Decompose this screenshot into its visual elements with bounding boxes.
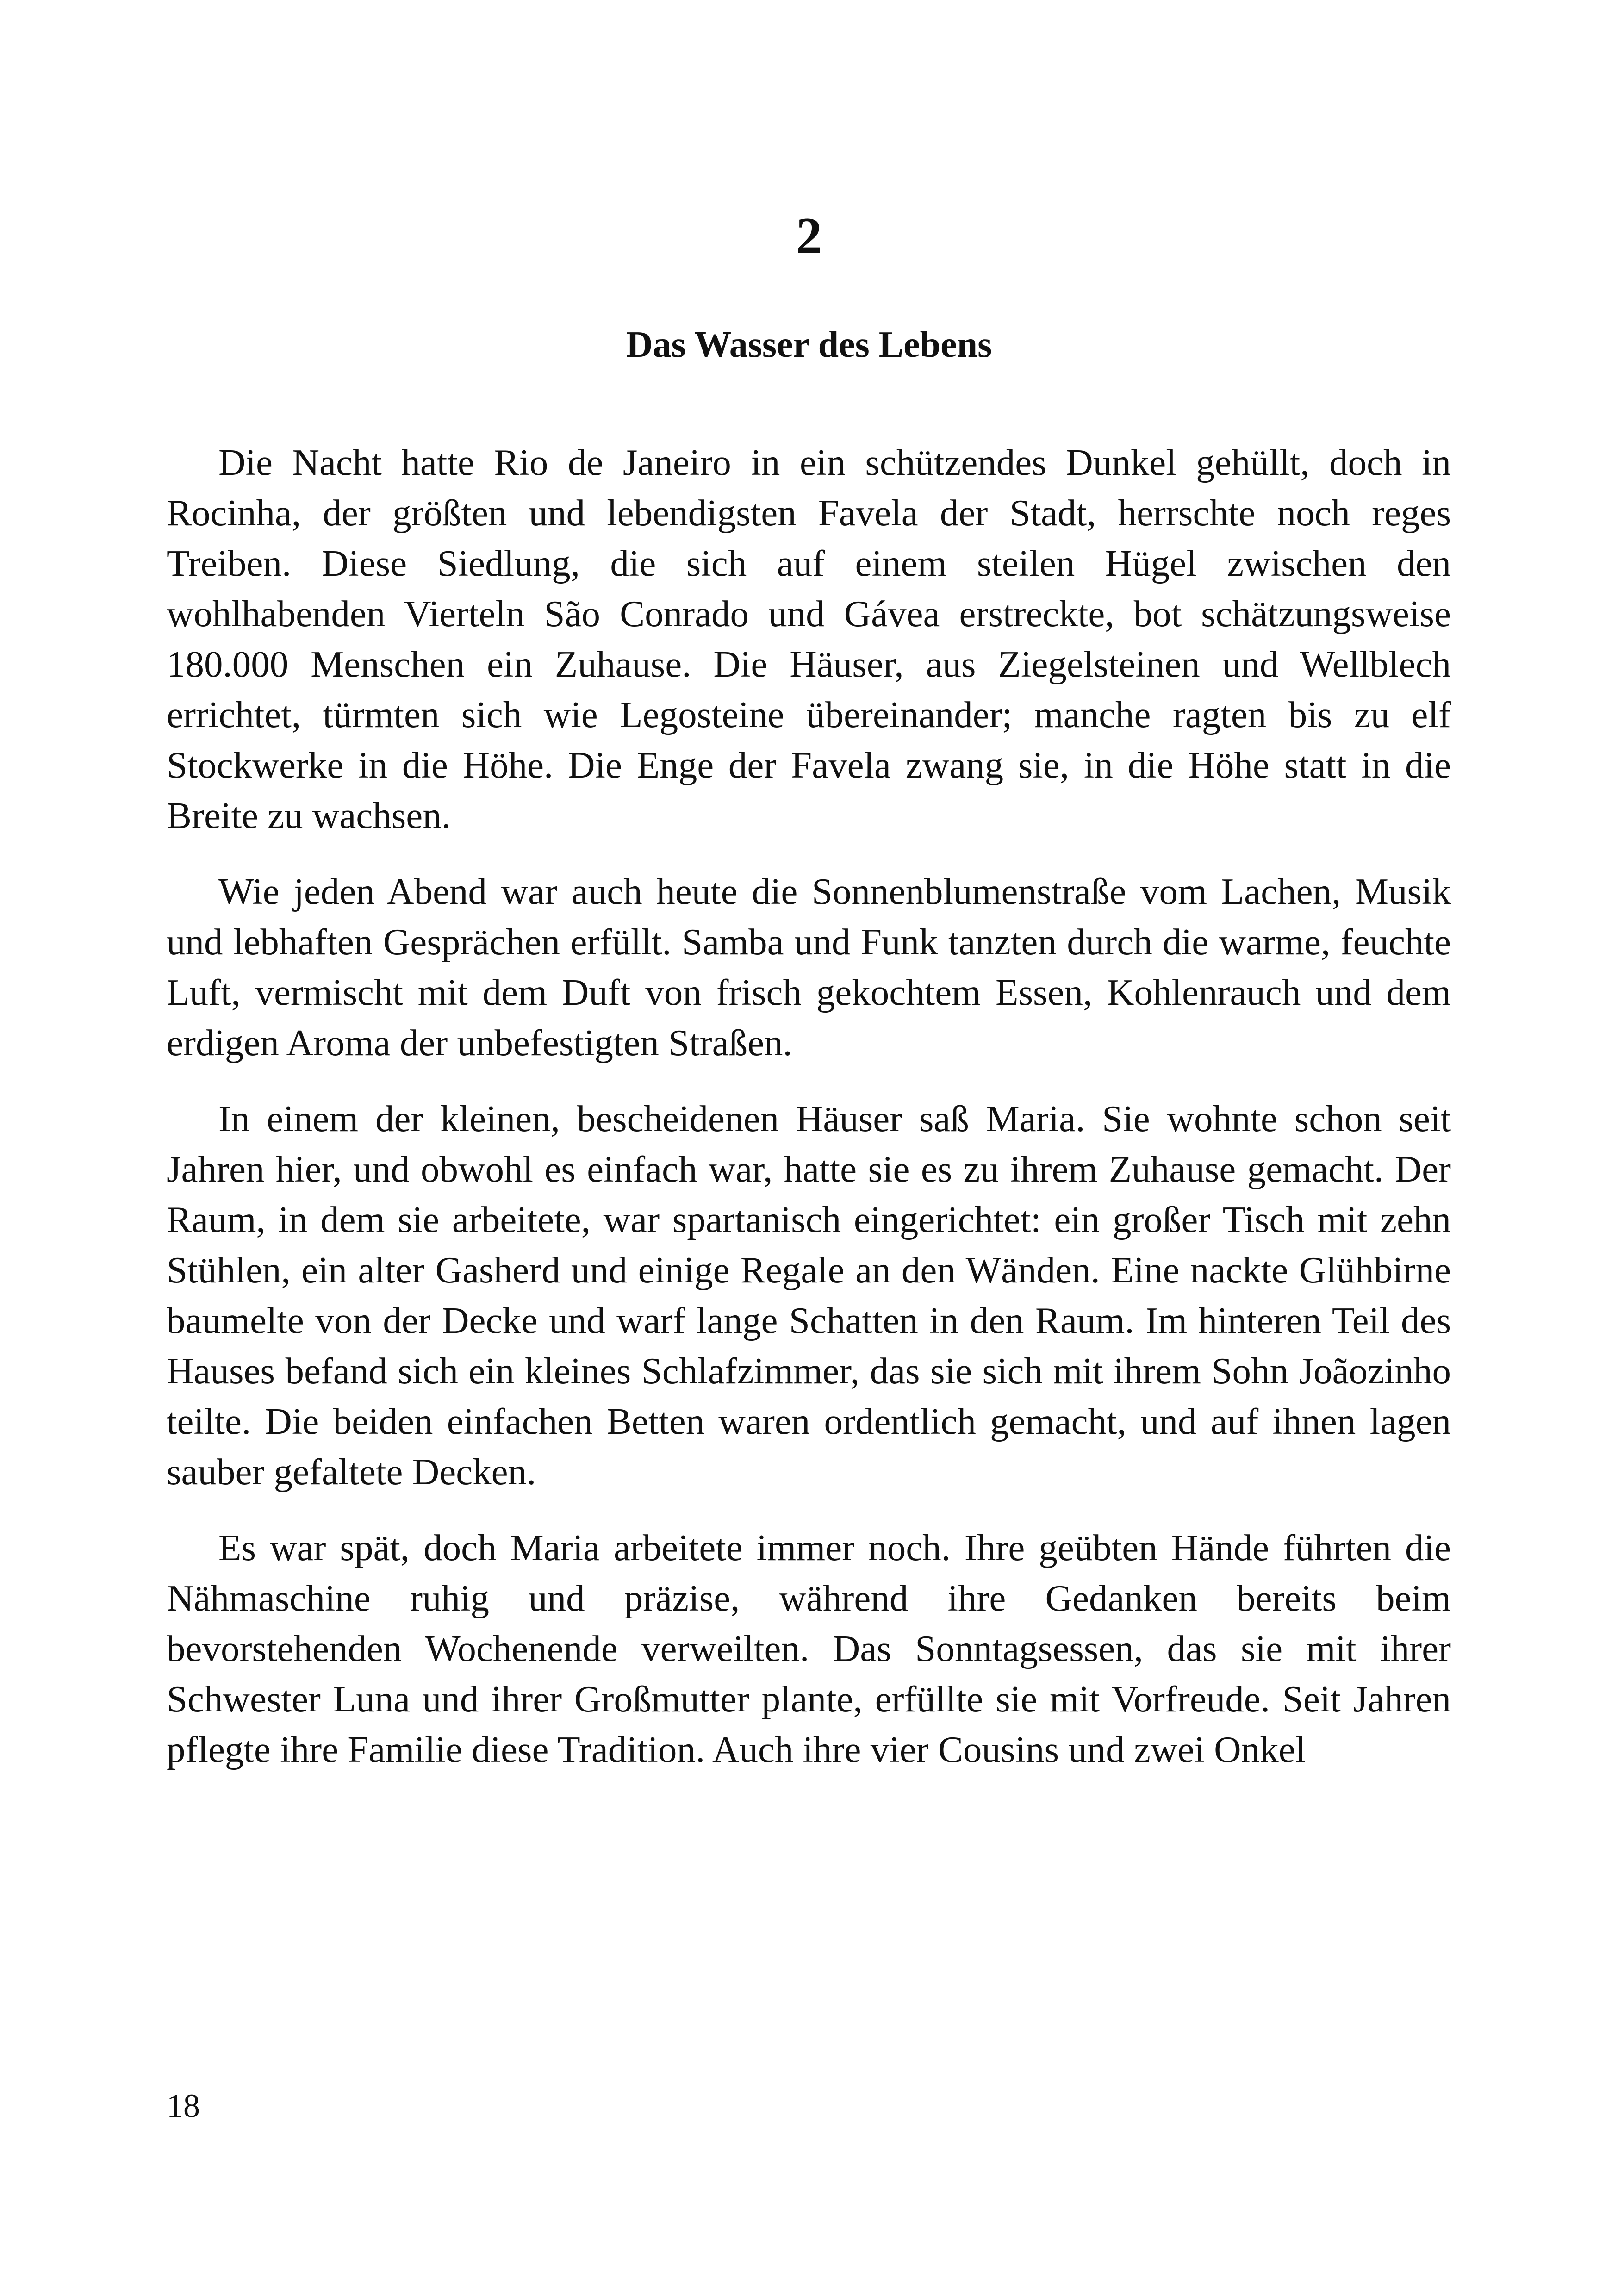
paragraph: In einem der kleinen, bescheidenen Häuser saß Maria. Sie wohnte schon seit Jahren hier, und obwohl es einfach war, hatte sie es zu ihrem Zuhause gemacht. Der Raum, in dem sie arbeitete, war spartanisch eingerichtet: ein großer Tisch mit zehn Stühlen, ein alter Gasherd und einige Regale an den Wänden. Eine nackte Glühbirne baumelte von der Decke und warf lange Schatten in den Raum. Im hinteren Teil des Hauses befand sich ein kleines Schlafzimmer, das sie sich mit ihrem Sohn Joãozinho teilte. Die beiden einfachen Betten waren ordentlich gemacht, und auf ihnen lagen sauber gefaltete Decken.: [167, 1098, 1451, 1493]
paragraph: Wie jeden Abend war auch heute die Sonnenblumenstraße vom Lachen, Musik und lebhaften Gesprächen erfüllt. Samba und Funk tanzten durch die warme, feuchte Luft, vermischt mit dem Duft von frisch gekochtem Essen, Kohlenrauch und dem erdigen Aroma der unbefestigten Straßen.: [167, 871, 1451, 1064]
paragraph: Es war spät, doch Maria arbeitete immer noch. Ihre geübten Hände führten die Nähmaschine ruhig und präzise, während ihre Gedanken bereits beim bevorstehenden Wochenende verweilten. Das Sonntagsessen, das sie mit ihrer Schwester Luna und ihrer Großmutter plante, erfüllte sie mit Vorfreude. Seit Jahren pflegte ihre Familie diese Tradition. Auch ihre vier Cousins und zwei Onkel: [167, 1527, 1451, 1770]
chapter-number: 2: [796, 207, 822, 265]
page-number: 18: [167, 2087, 200, 2124]
chapter-body: [167, 437, 1451, 1800]
paragraph: Die Nacht hatte Rio de Janeiro in ein schützendes Dunkel gehüllt, doch in Rocinha, der größten und lebendigsten Favela der Stadt, herrschte noch reges Treiben. Diese Siedlung, die sich auf einem steilen Hügel zwischen den wohlhabenden Vierteln São Conrado und Gávea erstreckte, bot schätzungsweise 180.000 Menschen ein Zuhause. Die Häuser, aus Ziegelsteinen und Wellblech errichtet, türmten sich wie Legosteine übereinander; manche ragten bis zu elf Stockwerke in die Höhe. Die Enge der Favela zwang sie, in die Höhe statt in die Breite zu wachsen.: [167, 442, 1451, 836]
chapter-title: Das Wasser des Lebens: [626, 324, 992, 365]
